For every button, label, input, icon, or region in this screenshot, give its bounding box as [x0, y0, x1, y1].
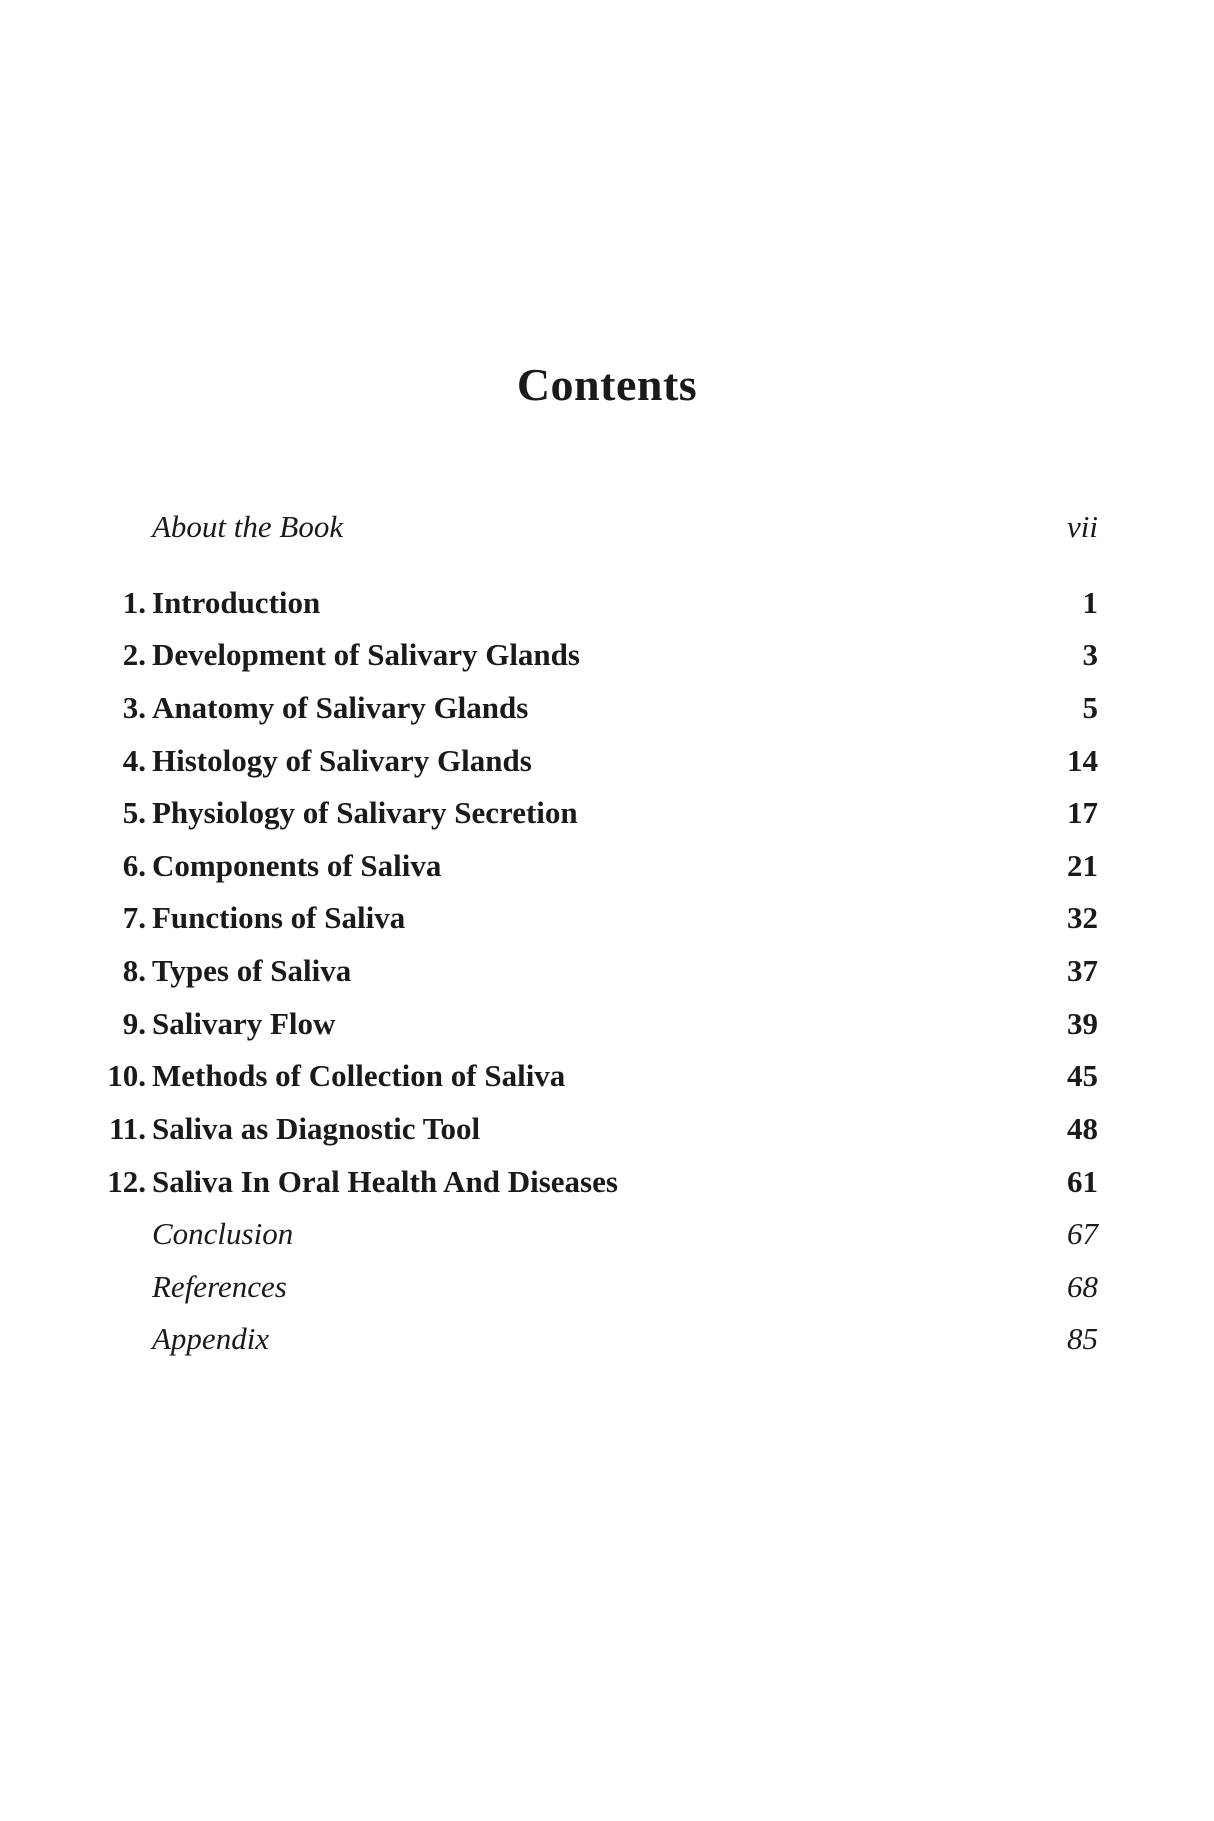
toc-entry-number: 2.	[122, 637, 146, 672]
toc-entry-page: 14	[1067, 743, 1098, 778]
toc-entry-label: Development of Salivary Glands	[152, 637, 580, 672]
toc-entry-page: 5	[1082, 690, 1098, 725]
toc-entry-label: Physiology of Salivary Secretion	[152, 795, 578, 830]
toc-entry-oral-health[interactable]	[0, 1160, 1214, 1204]
toc-entry-page: 17	[1067, 795, 1098, 830]
toc-entry-page: 3	[1082, 637, 1098, 672]
toc-entry-label: Appendix	[152, 1321, 270, 1356]
toc-entry-page: 21	[1067, 848, 1098, 883]
toc-entry-label: Introduction	[152, 585, 321, 620]
toc-entry-number: 9.	[122, 1006, 146, 1041]
toc-entry-appendix[interactable]	[0, 1317, 1214, 1361]
toc-entry-physiology[interactable]	[0, 791, 1214, 835]
toc-entry-salivary-flow[interactable]	[0, 1002, 1214, 1046]
toc-entry-functions[interactable]	[0, 896, 1214, 940]
toc-entry-number: 6.	[122, 848, 146, 883]
toc-entry-label: Types of Saliva	[152, 953, 352, 988]
toc-entry-number: 7.	[122, 900, 146, 935]
toc-entry-number: 1.	[122, 585, 146, 620]
toc-entry-number: 3.	[122, 690, 146, 725]
toc-entry-label: Histology of Salivary Glands	[152, 743, 532, 778]
toc-entry-page: 37	[1067, 953, 1098, 988]
toc-entry-page: 48	[1067, 1111, 1098, 1146]
toc-entry-conclusion[interactable]	[0, 1212, 1214, 1256]
toc-entry-number: 4.	[122, 743, 146, 778]
toc-entry-page: 32	[1067, 900, 1098, 935]
toc-entry-label: Anatomy of Salivary Glands	[152, 690, 529, 725]
toc-entry-number: 5.	[122, 795, 146, 830]
toc-entry-diagnostic-tool[interactable]	[0, 1107, 1214, 1151]
toc-entry-page: 67	[1067, 1216, 1098, 1251]
toc-entry-number: 10.	[107, 1058, 146, 1093]
toc-entry-label: Functions of Saliva	[152, 900, 406, 935]
toc-entry-label: References	[152, 1269, 287, 1304]
toc-entry-types[interactable]	[0, 949, 1214, 993]
toc-entry-page: 45	[1067, 1058, 1098, 1093]
toc-entry-development[interactable]	[0, 633, 1214, 677]
toc-entry-methods[interactable]	[0, 1054, 1214, 1098]
toc-entry-page: 1	[1082, 585, 1098, 620]
page-title: Contents	[516, 359, 698, 410]
toc-entry-number: 8.	[122, 953, 146, 988]
toc-entry-label: Conclusion	[152, 1216, 294, 1251]
toc-entry-references[interactable]	[0, 1265, 1214, 1309]
toc-entry-histology[interactable]	[0, 739, 1214, 783]
toc-entry-label: Methods of Collection of Saliva	[152, 1058, 566, 1093]
toc-entry-label: Salivary Flow	[152, 1006, 336, 1041]
toc-entry-number: 12.	[107, 1164, 146, 1199]
toc-entry-page: 68	[1067, 1269, 1098, 1304]
toc-entry-label: Saliva as Diagnostic Tool	[152, 1111, 481, 1146]
toc-entry-components[interactable]	[0, 844, 1214, 888]
toc-entry-anatomy[interactable]	[0, 686, 1214, 730]
toc-entry-label: Saliva In Oral Health And Diseases	[152, 1164, 618, 1199]
toc-entry-page: vii	[1067, 509, 1098, 544]
toc-entry-introduction[interactable]	[0, 581, 1214, 625]
toc-entry-about-the-book[interactable]	[0, 505, 1214, 549]
toc-entry-page: 61	[1067, 1164, 1098, 1199]
toc-entry-label: About the Book	[152, 509, 344, 544]
toc-entry-page: 39	[1067, 1006, 1098, 1041]
toc-entry-number: 11.	[108, 1111, 146, 1146]
toc-entry-page: 85	[1067, 1321, 1098, 1356]
toc-entry-label: Components of Saliva	[152, 848, 442, 883]
